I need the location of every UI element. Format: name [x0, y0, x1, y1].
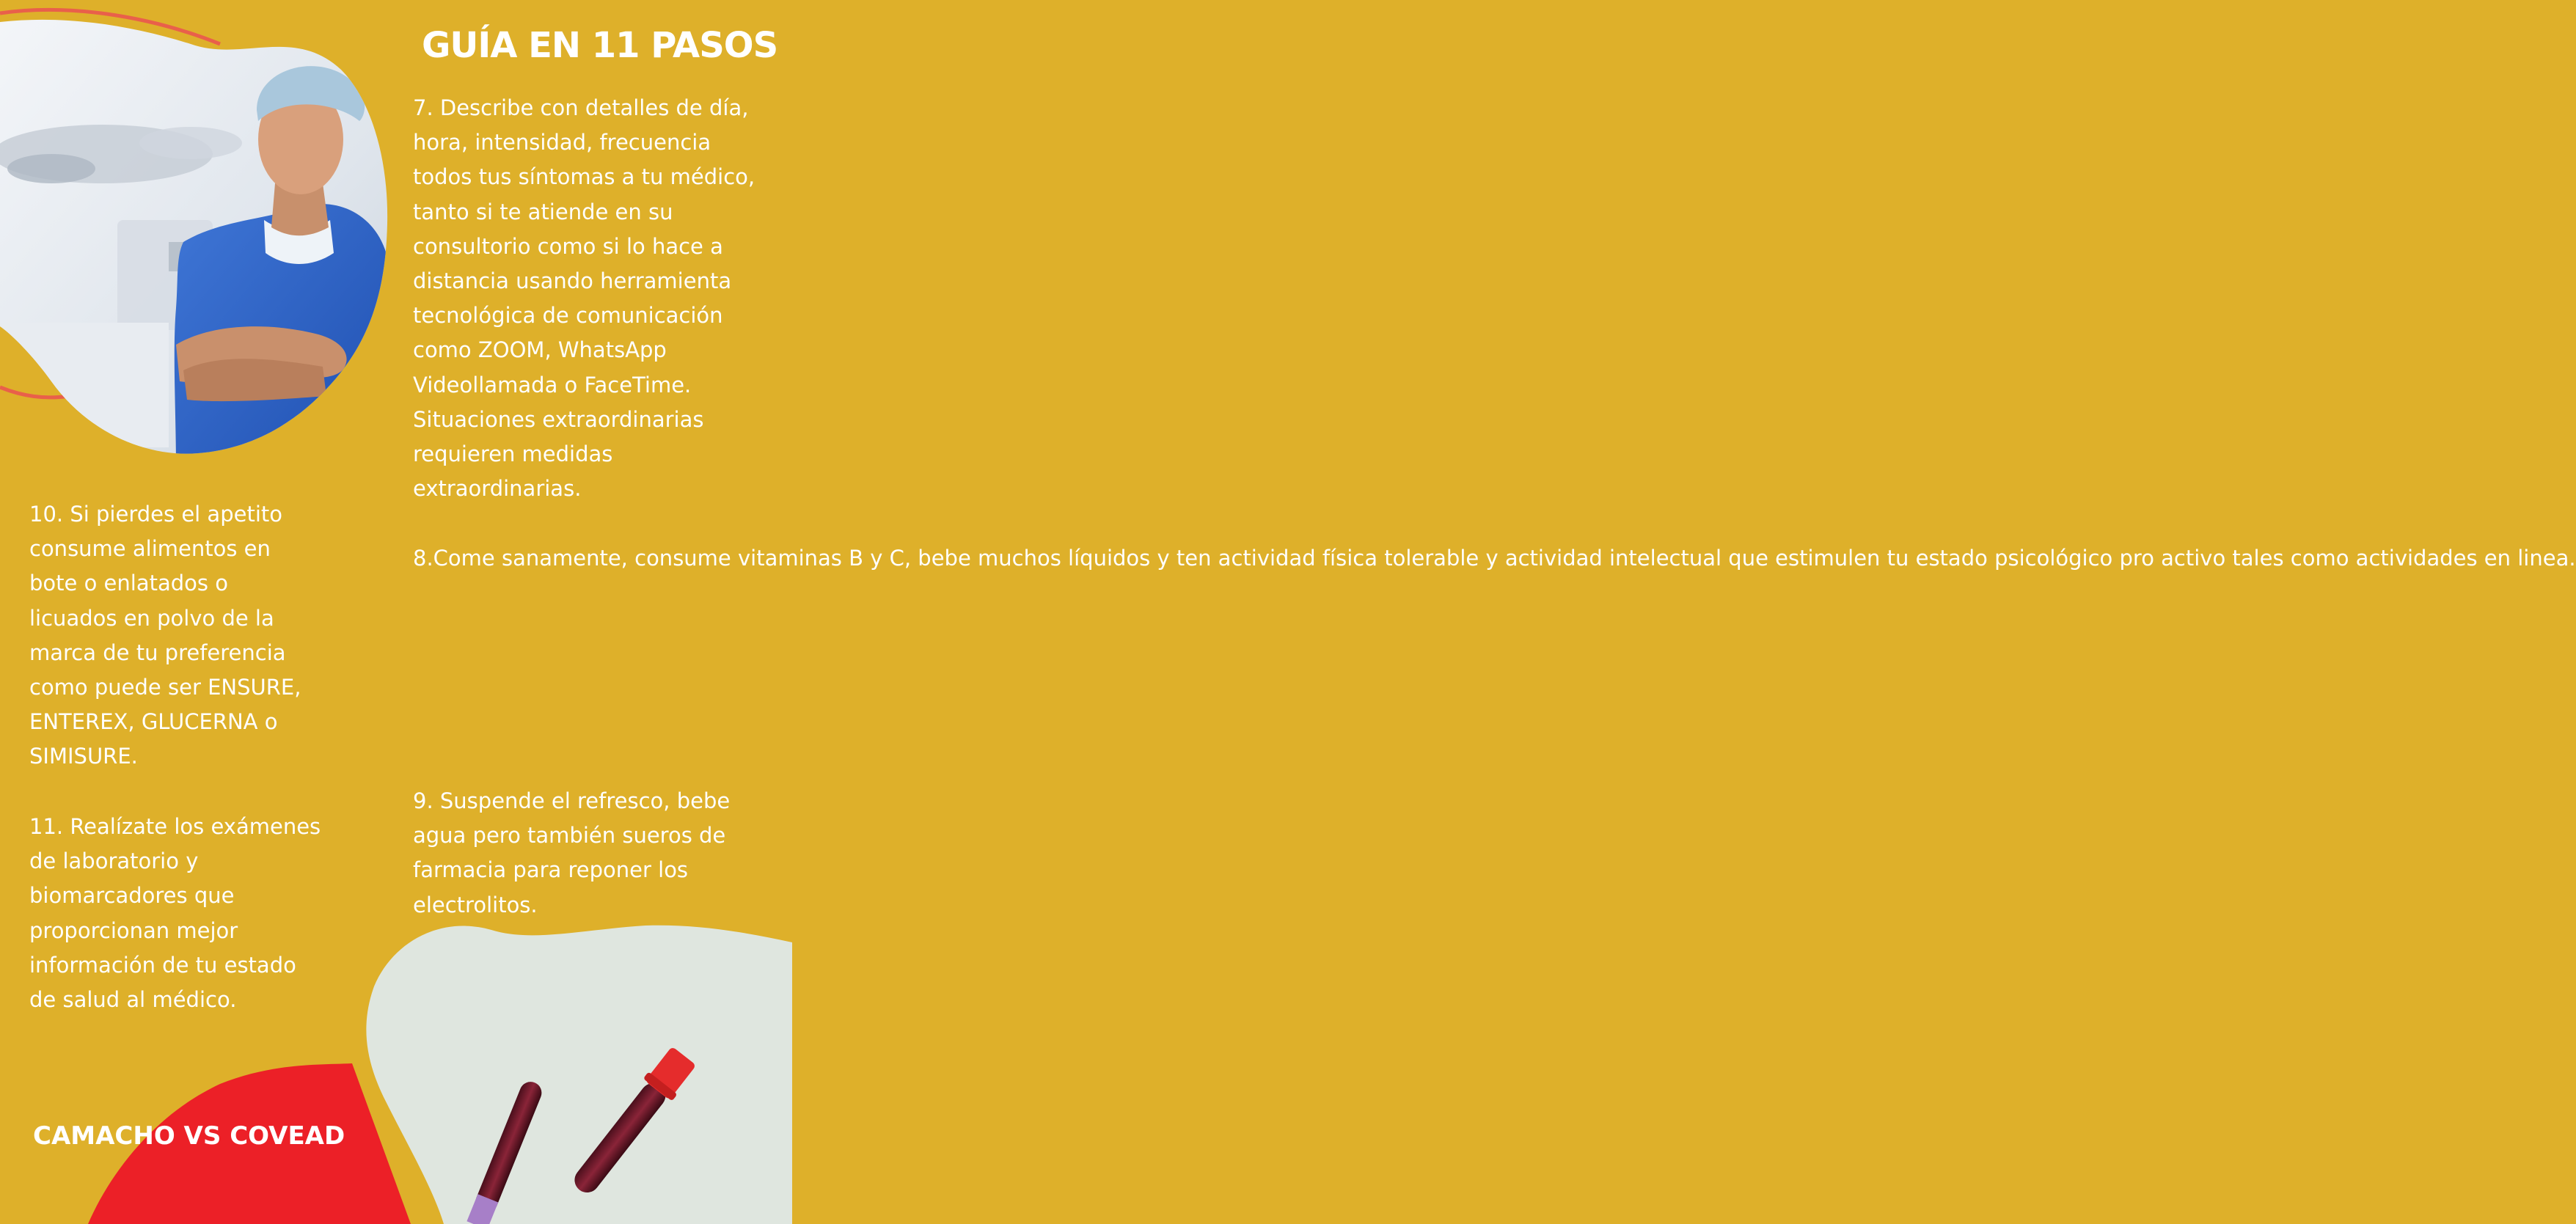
page-title: GUÍA EN 11 PASOS — [422, 25, 778, 66]
footer-brand: CAMACHO VS COVEAD — [33, 1121, 345, 1151]
step-8-text: 8.Come sanamente, consume vitaminas B y C, bebe muchos líquidos y ten actividad física tolerable y actividad intelectual que estimulen tu estado psicológico pro activo tales como actividades en linea. — [413, 546, 2576, 571]
step-7-text: 7. Describe con detalles de día, hora, intensidad, frecuencia todos tus síntomas a tu médico, tanto si te atiende en su consultorio como si lo hace a distancia usando herramienta tecnológica de comunicación como ZOOM, WhatsApp Videollamada o FaceTime. Situaciones extraordinarias requieren medidas extraordinarias. — [413, 95, 755, 502]
step-9-text: 9. Suspende el refresco, bebe agua pero también sueros de farmacia para reponer los electrolitos. — [413, 788, 731, 917]
step-11-text: 11. Realízate los exámenes de laboratorio y biomarcadores que proporcionan mejor información de tu estado de salud al médico. — [29, 814, 321, 1013]
blood-tubes-photo — [352, 909, 792, 1224]
doctor-photo — [0, 0, 411, 469]
step-10-text: 10. Si pierdes el apetito consume alimentos en bote o enlatados o licuados en polvo de la marca de tu preferencia como puede ser ENSURE, ENTEREX, GLUCERNA o SIMISURE. — [29, 502, 301, 769]
